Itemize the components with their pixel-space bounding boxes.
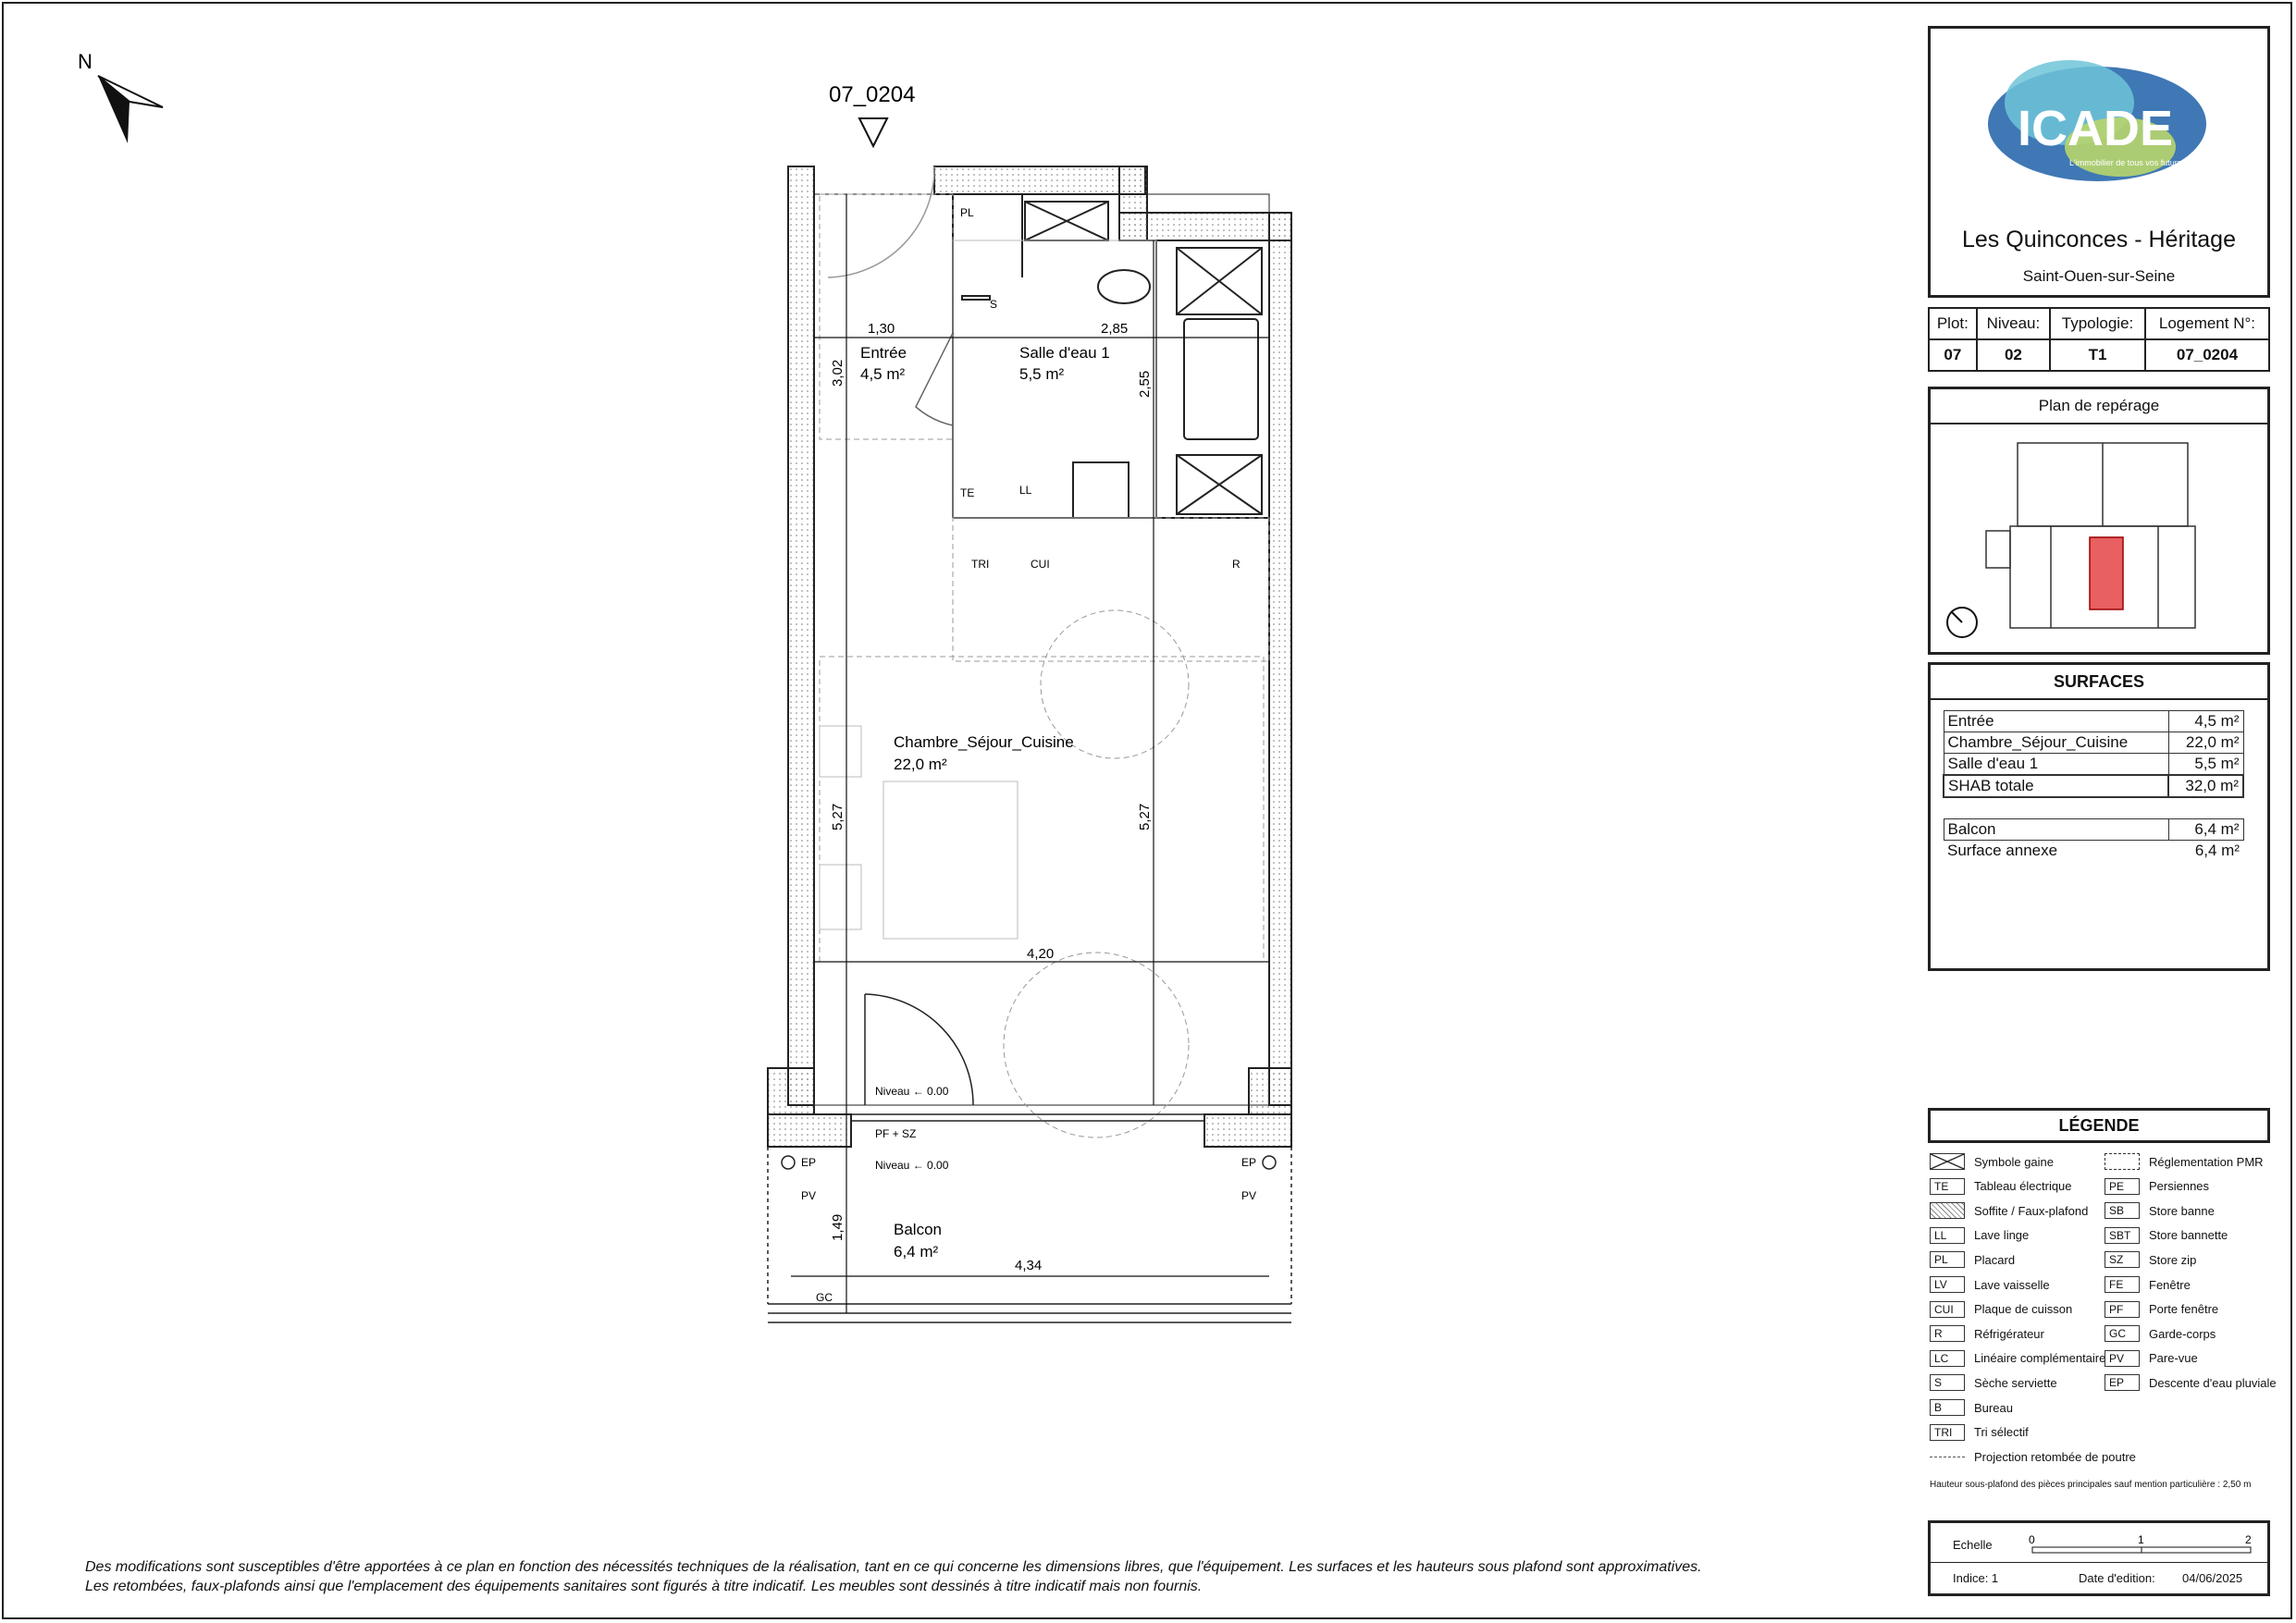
disclaimer-line-1: Des modifications sont susceptibles d'être apportées à ce plan en fonction des nécessités techniques de la réalisation, tant en ce qui concerne les dimensions libres, que l'équipement. Les surfaces et les hauteurs sous plafond sont approximatives. <box>85 1559 1702 1575</box>
dim-434: 4,34 <box>1015 1258 1043 1273</box>
legend-code: TE <box>1930 1178 1965 1195</box>
legend-item <box>1930 1349 2105 1368</box>
unit-tag: 07_0204 <box>829 82 916 107</box>
code-tri: TRI <box>971 558 990 571</box>
legend-label: Sèche serviette <box>1974 1375 2057 1390</box>
reperage-title: Plan de repérage <box>1931 389 2267 424</box>
surface-row <box>1944 732 2243 754</box>
legend-code: LV <box>1930 1276 1965 1293</box>
code-ep-right: EP <box>1241 1156 1257 1169</box>
id-value-plot: 07 <box>1929 339 1977 371</box>
legend-label: Store bannette <box>2149 1228 2228 1243</box>
legend-item <box>1930 1275 2050 1294</box>
legend-label: Lave vaisselle <box>1974 1277 2050 1292</box>
surface-annex-row <box>1944 819 2243 841</box>
legend-label: Symbole gaine <box>1974 1154 2054 1169</box>
legend-item <box>2105 1324 2216 1343</box>
legend-code: R <box>1930 1325 1965 1342</box>
legend-item <box>1930 1177 2072 1196</box>
legend-code: SZ <box>2105 1251 2140 1268</box>
legend-item <box>1930 1152 2054 1171</box>
room-area-sejour: 22,0 m² <box>894 756 947 773</box>
scale-tick: 0 <box>2029 1533 2035 1546</box>
north-label: N <box>78 50 93 73</box>
legend-item <box>2105 1349 2198 1368</box>
disclaimer-line-2: Les retombées, faux-plafonds ainsi que l'emplacement des équipements sanitaires sont figurés à titre indicatif. Les meubles sont dessinés à titre indicatif mais non fournis. <box>85 1579 1203 1594</box>
code-r: R <box>1232 558 1241 571</box>
legend-label: Bureau <box>1974 1400 2013 1415</box>
surface-value: 22,0 m² <box>2168 732 2243 754</box>
icade-logo <box>1931 36 2267 193</box>
legend-code: SB <box>2105 1202 2140 1219</box>
dim-255: 2,55 <box>1137 370 1153 398</box>
surface-label: Salle d'eau 1 <box>1944 754 2168 776</box>
legend-item <box>2105 1226 2228 1245</box>
legend-item <box>2105 1152 2264 1171</box>
legend-label: Réfrigérateur <box>1974 1326 2044 1341</box>
id-value-typologie: T1 <box>2050 339 2145 371</box>
annex-value: 6,4 m² <box>2168 819 2243 841</box>
legend-label: Linéaire complémentaire <box>1974 1351 2106 1366</box>
legend-code: B <box>1930 1399 1965 1416</box>
code-ep-left: EP <box>801 1156 817 1169</box>
level-interior: Niveau ← 0.00 <box>875 1085 949 1098</box>
legend-label: Placard <box>1974 1252 2016 1267</box>
id-header-niveau: Niveau: <box>1977 308 2050 339</box>
pmr-zone-icon <box>2105 1153 2140 1170</box>
id-header-logement: Logement N°: <box>2145 308 2269 339</box>
legend-code: SBT <box>2105 1227 2140 1244</box>
legend-header <box>1928 1108 2270 1143</box>
legend-item <box>2105 1201 2215 1220</box>
legend-code: CUI <box>1930 1301 1965 1318</box>
room-area-balcon: 6,4 m² <box>894 1243 939 1260</box>
room-name-balcon: Balcon <box>894 1221 942 1238</box>
dim-149: 1,49 <box>830 1213 846 1241</box>
legend-item <box>2105 1177 2209 1196</box>
dim-527-right: 5,27 <box>1137 803 1153 830</box>
legend-item <box>1930 1447 2136 1466</box>
code-pl: PL <box>960 206 974 219</box>
legend-label: Garde-corps <box>2149 1326 2216 1341</box>
date-value: 04/06/2025 <box>2182 1571 2243 1585</box>
legend-item <box>2105 1250 2196 1269</box>
reperage-block <box>1928 387 2270 655</box>
scale-bar <box>1931 1523 2267 1560</box>
room-area-salle-eau: 5,5 m² <box>1019 365 1065 383</box>
legend-code: PL <box>1930 1251 1965 1268</box>
legend-item <box>1930 1201 2088 1220</box>
surfaces-table <box>1943 710 2244 861</box>
id-header-typologie: Typologie: <box>2050 308 2145 339</box>
legend-title: LÉGENDE <box>2058 1116 2140 1135</box>
logo-text: ICADE <box>2018 101 2174 156</box>
legend-item <box>2105 1275 2191 1294</box>
code-s: S <box>990 298 998 311</box>
surface-value: 5,5 m² <box>2168 754 2243 776</box>
legend-label: Tri sélectif <box>1974 1425 2029 1440</box>
legend-item <box>1930 1300 2072 1319</box>
legend-label: Fenêtre <box>2149 1277 2191 1292</box>
code-cui: CUI <box>1031 558 1050 571</box>
dim-527-left: 5,27 <box>830 803 846 830</box>
disclaimer <box>85 1557 1843 1596</box>
surface-total-label: SHAB totale <box>1944 775 2168 797</box>
legend-code: EP <box>2105 1374 2140 1391</box>
key-plan-compass-icon <box>1947 608 1977 637</box>
dim-302: 3,02 <box>830 359 846 387</box>
legend-label: Réglementation PMR <box>2149 1154 2264 1169</box>
selected-unit-marker <box>2090 537 2123 609</box>
room-area-entree: 4,5 m² <box>860 365 906 383</box>
legend-code: PE <box>2105 1178 2140 1195</box>
legend-code: GC <box>2105 1325 2140 1342</box>
legend-label: Soffite / Faux-plafond <box>1974 1203 2089 1218</box>
level-balcony: Niveau ← 0.00 <box>875 1159 949 1172</box>
dim-420: 4,20 <box>1027 946 1055 962</box>
legend-code: LL <box>1930 1227 1965 1244</box>
surface-value: 4,5 m² <box>2168 711 2243 732</box>
legend-label: Pare-vue <box>2149 1351 2198 1366</box>
north-arrow-icon <box>78 50 163 143</box>
scale-label: Echelle <box>1953 1538 1993 1552</box>
annex-label: Balcon <box>1944 819 2168 841</box>
scale-block <box>1928 1520 2270 1596</box>
dim-130: 1,30 <box>868 321 895 337</box>
code-pv-right: PV <box>1241 1189 1257 1202</box>
legend-label: Projection retombée de poutre <box>1974 1449 2136 1464</box>
legend-label: Store zip <box>2149 1252 2197 1267</box>
surfaces-title: SURFACES <box>1931 665 2267 700</box>
unit-id-table <box>1928 307 2270 372</box>
surface-row <box>1944 754 2243 776</box>
annex-value: 6,4 m² <box>2194 842 2240 859</box>
legend-code: FE <box>2105 1276 2140 1293</box>
legend-item <box>2105 1300 2218 1319</box>
project-name: Les Quinconces - Héritage <box>1962 227 2236 252</box>
legend-label: Tableau électrique <box>1974 1179 2072 1194</box>
legend-label: Persiennes <box>2149 1179 2210 1194</box>
surface-total-row <box>1944 775 2243 797</box>
legend-item <box>1930 1226 2029 1245</box>
legend-item <box>1930 1423 2029 1442</box>
room-name-entree: Entrée <box>860 344 907 362</box>
legend-label: Descente d'eau pluviale <box>2149 1375 2277 1390</box>
legend-item <box>1930 1324 2044 1343</box>
key-plan <box>1931 424 2267 652</box>
date-label: Date d'edition: <box>2079 1571 2155 1585</box>
section-marker-icon <box>859 118 887 146</box>
surface-row <box>1944 711 2243 732</box>
id-header-plot: Plot: <box>1929 308 1977 339</box>
legend-code: PV <box>2105 1350 2140 1367</box>
project-city: Saint-Ouen-sur-Seine <box>2022 267 2176 285</box>
partitions <box>953 194 1269 518</box>
legend-label: Lave linge <box>1974 1228 2030 1243</box>
legend-footnote: Hauteur sous-plafond des pièces principales sauf mention particulière : 2,50 m <box>1930 1480 2252 1490</box>
legend-item <box>1930 1398 2013 1417</box>
room-name-sejour: Chambre_Séjour_Cuisine <box>894 733 1074 751</box>
dim-285: 2,85 <box>1101 321 1129 337</box>
legend-code: TRI <box>1930 1424 1965 1441</box>
surface-label: Chambre_Séjour_Cuisine <box>1944 732 2168 754</box>
code-pfsz: PF + SZ <box>875 1127 917 1140</box>
legend-item <box>1930 1250 2015 1269</box>
legend-code: LC <box>1930 1350 1965 1367</box>
room-name-salle-eau: Salle d'eau 1 <box>1019 344 1110 362</box>
scale-tick: 2 <box>2245 1533 2252 1546</box>
indice: Indice: 1 <box>1953 1571 1999 1585</box>
legend-item <box>1930 1373 2057 1392</box>
surface-label: Entrée <box>1944 711 2168 732</box>
legend-label: Porte fenêtre <box>2149 1302 2219 1317</box>
legend-code: PF <box>2105 1301 2140 1318</box>
legend-item <box>2105 1373 2277 1392</box>
annex-label: Surface annexe <box>1947 842 2058 859</box>
id-value-niveau: 02 <box>1977 339 2050 371</box>
code-te: TE <box>960 486 975 499</box>
legend-label: Store banne <box>2149 1203 2215 1218</box>
code-gc: GC <box>816 1291 833 1304</box>
duct-symbol-icon <box>1930 1153 1965 1170</box>
code-pv-left: PV <box>801 1189 817 1202</box>
id-value-logement: 07_0204 <box>2145 339 2269 371</box>
legend-label: Plaque de cuisson <box>1974 1302 2073 1317</box>
code-ll: LL <box>1019 484 1032 497</box>
surface-total-value: 32,0 m² <box>2168 775 2243 797</box>
scale-tick: 1 <box>2138 1533 2144 1546</box>
surface-annex-row <box>1944 841 2243 862</box>
soffit-hatch-icon <box>1930 1202 1965 1219</box>
logo-tagline: L'immobilier de tous vos futurs <box>2069 158 2182 167</box>
title-block <box>1928 26 2270 298</box>
legend-code: S <box>1930 1374 1965 1391</box>
